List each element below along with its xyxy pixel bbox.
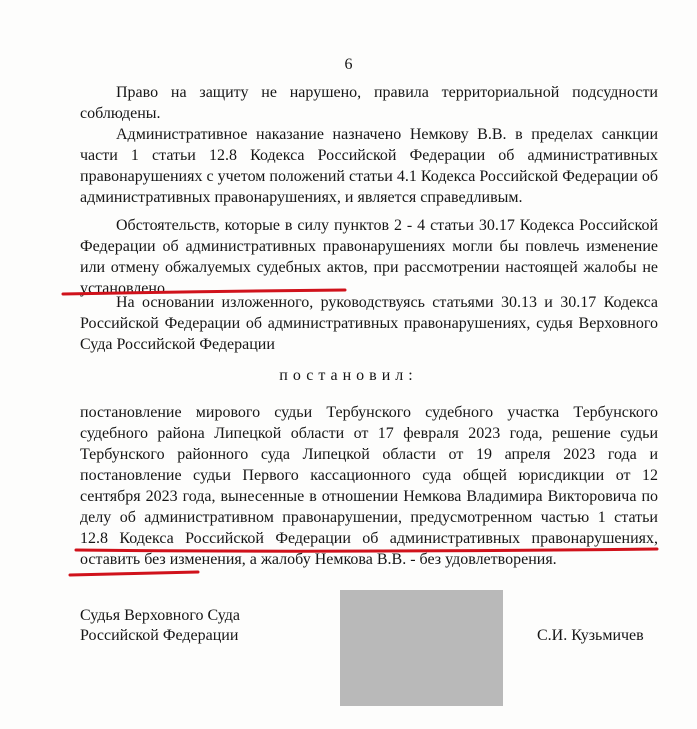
redacted-signature-block <box>340 590 503 706</box>
signature-title-line2: Российской Федерации <box>80 627 239 644</box>
signature-title-line1: Судья Верховного Суда <box>80 607 241 624</box>
ruling-heading: постановил: <box>279 367 418 384</box>
paragraph-circumstances: Обстоятельств, которые в силу пунктов 2 - 4 статьи 30.17 Кодекса Российской Федерации об административных правонарушениях могли бы повлечь изменение или отмену обжалуемых судебных актов, при рассмотрении настоящей жалобы не установлено. <box>80 217 658 297</box>
paragraph-defense-rights: Право на защиту не нарушено, правила территориальной подсудности соблюдены. <box>80 84 658 122</box>
signature-name: С.И. Кузьмичев <box>537 627 644 644</box>
paragraph-penalty: Административное наказание назначено Немкову В.В. в пределах санкции части 1 статьи 12.8 Кодекса Российской Федерации об административных правонарушениях с учетом положений статьи 4.1 Кодекса Российской Федерации об административных правонарушениях, и является справедливым. <box>80 126 658 206</box>
page-number: 6 <box>344 56 353 73</box>
paragraph-grounds: На основании изложенного, руководствуясь статьями 30.13 и 30.17 Кодекса Российской Федерации об административных правонарушениях, судья Верховного Суда Российской Федерации <box>80 294 658 353</box>
ruling-text: постановление мирового судьи Тербунского судебного участка Тербунского судебного района Липецкой области от 17 февраля 2023 года, решение судьи Тербунского районного суда Липецкой области от 19 апреля 2023 года и постановление судьи Первого кассационного суда общей юрисдикции от 12 сентября 2023 года, вынесенные в отношении Немкова Владимира Викторовича по делу об административном правонарушении, предусмотренном частью 1 статьи 12.8 Кодекса Российской Федерации об административных правонарушениях, оставить без изменения, а жалобу Немкова В.В. - без удовлетворения. <box>80 404 658 568</box>
underline-without-satisfaction <box>70 572 198 575</box>
